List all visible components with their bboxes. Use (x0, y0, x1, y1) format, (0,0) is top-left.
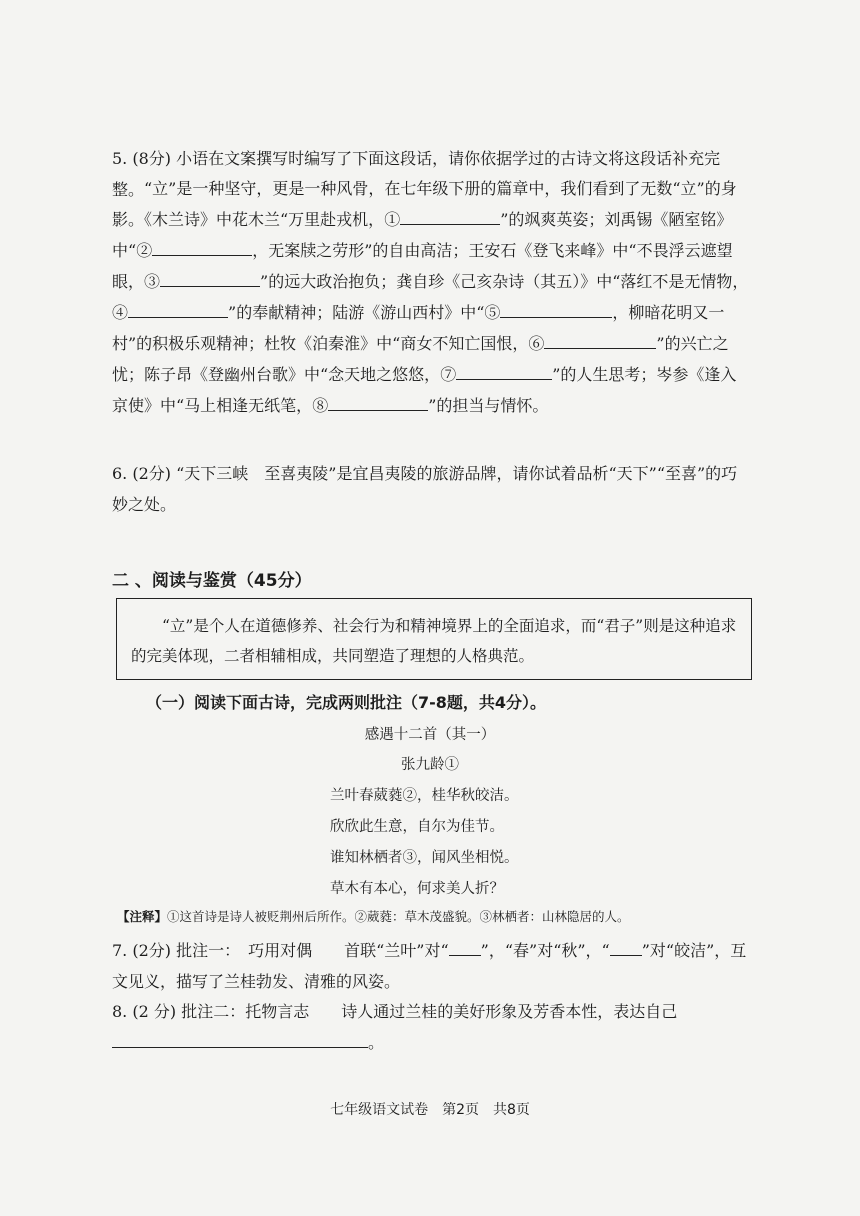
q5-text: ”的担当与情怀。 (428, 396, 549, 415)
section-2-intro-box: “立”是个人在道德修养、社会行为和精神境界上的全面追求，而“君子”则是这种追求的完美体现，二者相辅相成，共同塑造了理想的人格典范。 (116, 598, 752, 680)
q5-text: ”的奉献精神；陆游《游山西村》中“ (228, 303, 485, 322)
question-5-header: 5. (8分) 小语在文案撰写时编写了下面这段话，请你依据学过的古诗文将这段话补充完整。 (112, 149, 721, 199)
q7-text: ”对“皎洁”，互文见义，描写了兰桂勃发、清雅的风姿。 (112, 941, 747, 991)
fill-blank-8[interactable] (328, 396, 428, 411)
poem-title: 感遇十二首（其一） (364, 727, 496, 743)
question-8 (112, 996, 752, 1058)
reading-part-1-title: （一）阅读下面古诗，完成两则批注（7-8题，共4分）。 (146, 693, 547, 712)
q5-text: ”的飒爽英姿；刘禹锡《陋室铭》中“ (112, 210, 733, 260)
q5-text: ”的远大政治抱负；龚自珍《己亥杂诗（其五）》中“落红不是无情物， (260, 272, 749, 291)
annotation-label: 【注释】 (117, 909, 168, 924)
q5-text: ”的人生思考；岑参《逢入京使》中“马上相逢无纸笔， (112, 365, 737, 415)
q8-text: 。 (368, 1033, 385, 1052)
fill-blank-4[interactable] (128, 303, 228, 318)
q7-blank-1[interactable] (449, 941, 481, 956)
q5-text: ”的兴亡之忧；陈子昂《登幽州台歌》中“念天地之悠悠， (112, 334, 729, 384)
poem-line: 谁知林栖者③，闻风坐相悦。 (330, 850, 519, 866)
question-5-body (112, 173, 752, 421)
q5-text: “立”是一种坚守，更是一种风骨，在七年级下册的篇章中，我们看到了无数“立”的身影。《木兰诗》中花木兰“万里赴戎机， (112, 179, 737, 229)
q7-text: 7. (2分) 批注一： 巧用对偶 首联“兰叶”对“ (112, 941, 449, 960)
question-6: 6. (2分) “天下三峡 至喜夷陵”是宜昌夷陵的旅游品牌，请你试着品析“天下”“至喜”的巧妙之处。 (112, 464, 738, 514)
poem-annotation (117, 907, 630, 925)
q8-text: 8. (2 分) 批注二：托物言志 诗人通过兰桂的美好形象及芳香本性，表达自己 (112, 1002, 678, 1021)
q8-blank[interactable] (112, 1033, 368, 1048)
annotation-text: ①这首诗是诗人被贬荆州后所作。②葳蕤：草木茂盛貌。③林栖者：山林隐居的人。 (167, 909, 630, 924)
section-2-title: 二 、阅读与鉴赏（45分） (112, 571, 312, 591)
q7-blank-2[interactable] (610, 941, 642, 956)
fill-blank-1[interactable] (400, 210, 500, 225)
blank-4-marker: ④ (112, 303, 129, 322)
q5-text: ，柳暗花明又一村”的积极乐观精神；杜牧《泊秦淮》中“商女不知亡国恨， (112, 303, 725, 353)
blank-2-marker: ② (136, 241, 153, 260)
blank-3-marker: ③ (144, 272, 161, 291)
blank-8-marker: ⑧ (312, 396, 329, 415)
poem-line: 草木有本心，何求美人折？ (330, 881, 504, 897)
fill-blank-2[interactable] (152, 241, 252, 256)
q7-text: ”，“春”对“秋”，“ (480, 941, 610, 960)
poem-line: 欣欣此生意，自尔为佳节。 (330, 819, 504, 835)
q5-text: ，无案牍之劳形”的自由高洁；王安石《登飞来峰》中“不畏浮云遮望眼， (112, 241, 733, 291)
blank-6-marker: ⑥ (528, 334, 545, 353)
fill-blank-3[interactable] (160, 272, 260, 287)
poem-line: 兰叶春葳蕤②，桂华秋皎洁。 (330, 788, 519, 804)
blank-7-marker: ⑦ (440, 365, 457, 384)
question-7 (112, 935, 752, 997)
poem-author: 张九龄① (401, 757, 459, 773)
fill-blank-5[interactable] (500, 303, 612, 318)
blank-5-marker: ⑤ (484, 303, 501, 322)
page-footer: 七年级语文试卷 第2页 共8页 (330, 1102, 530, 1118)
fill-blank-7[interactable] (456, 365, 552, 380)
fill-blank-6[interactable] (544, 334, 656, 349)
blank-1-marker: ① (384, 210, 401, 229)
